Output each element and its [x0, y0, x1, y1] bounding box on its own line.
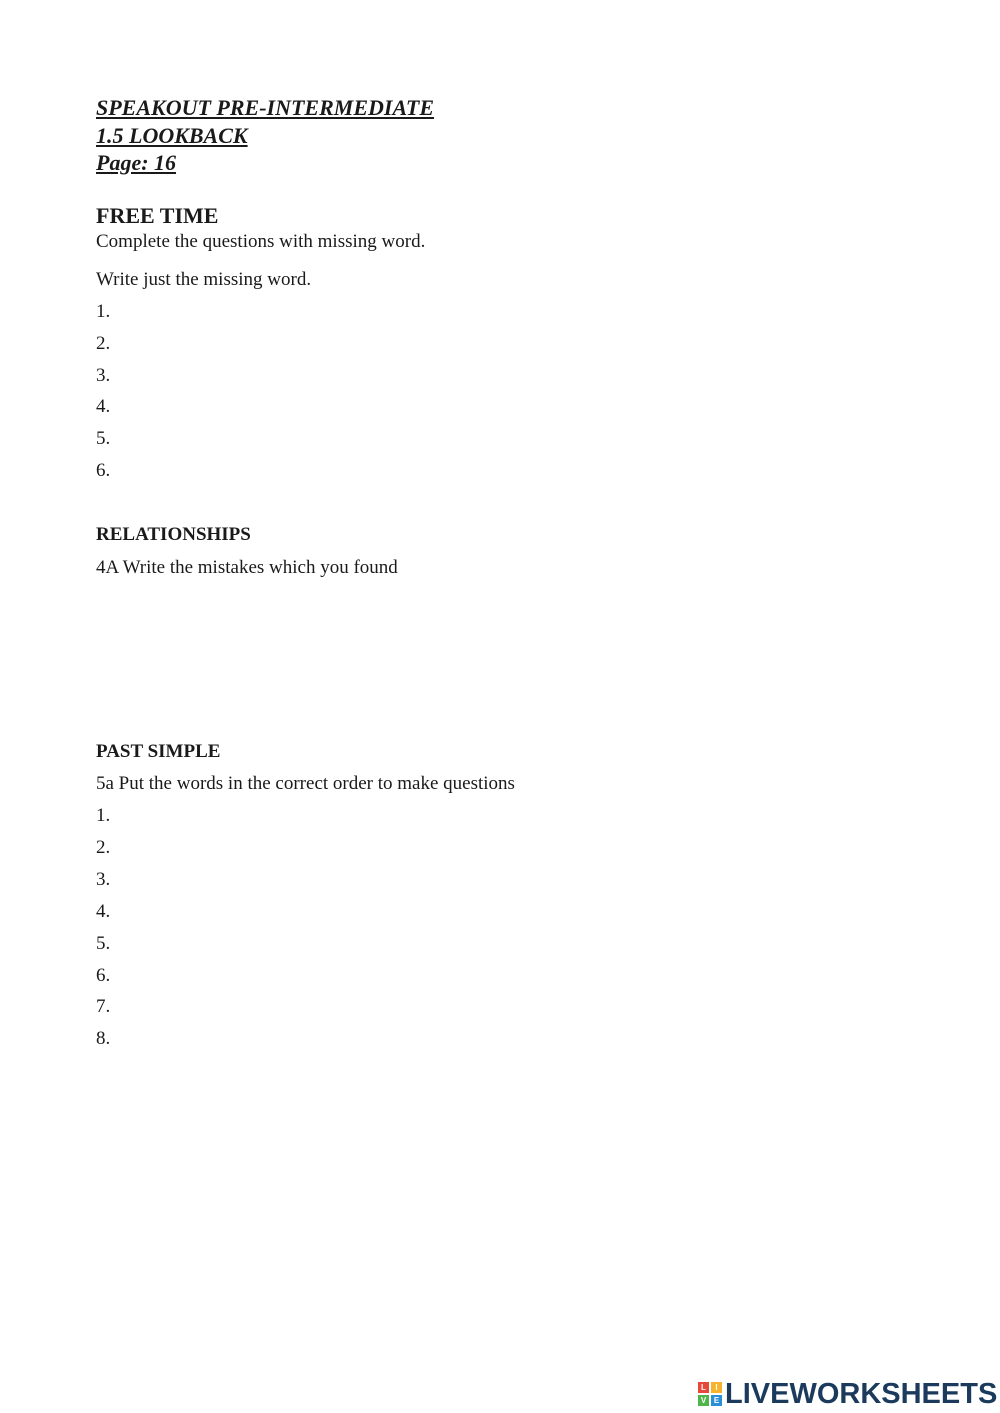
- worksheet-title: SPEAKOUT PRE-INTERMEDIATE: [96, 95, 435, 120]
- past-simple-instruction: 5a Put the words in the correct order to make questions: [96, 773, 515, 794]
- free-time-instruction-1: Complete the questions with missing word.: [96, 231, 426, 252]
- free-time-item-6: 6.: [96, 460, 111, 481]
- section-heading-past-simple: PAST SIMPLE: [96, 741, 221, 762]
- logo-mark-tile: E: [711, 1395, 722, 1406]
- relationships-instruction: 4A Write the mistakes which you found: [96, 557, 398, 578]
- past-simple-item-6: 6.: [96, 965, 111, 986]
- free-time-item-4: 4.: [96, 396, 111, 417]
- worksheet-page: Page: 16: [96, 150, 177, 175]
- past-simple-item-3: 3.: [96, 869, 111, 890]
- free-time-item-3: 3.: [96, 365, 111, 386]
- liveworksheets-logo-text: LIVEWORKSHEETS: [725, 1377, 998, 1410]
- liveworksheets-logo: [698, 1378, 997, 1410]
- liveworksheets-logo-icon: [698, 1382, 722, 1406]
- logo-mark-tile: L: [698, 1382, 709, 1393]
- logo-mark-tile: I: [711, 1382, 722, 1393]
- past-simple-item-5: 5.: [96, 933, 111, 954]
- section-heading-free-time: FREE TIME: [96, 203, 219, 228]
- section-heading-relationships: RELATIONSHIPS: [96, 524, 251, 545]
- past-simple-item-2: 2.: [96, 837, 111, 858]
- past-simple-item-4: 4.: [96, 901, 111, 922]
- past-simple-item-8: 8.: [96, 1028, 111, 1049]
- past-simple-item-1: 1.: [96, 805, 111, 826]
- free-time-item-2: 2.: [96, 333, 111, 354]
- logo-mark-tile: V: [698, 1395, 709, 1406]
- free-time-item-5: 5.: [96, 428, 111, 449]
- past-simple-item-7: 7.: [96, 996, 111, 1017]
- free-time-item-1: 1.: [96, 301, 111, 322]
- free-time-instruction-2: Write just the missing word.: [96, 269, 312, 290]
- worksheet-unit: 1.5 LOOKBACK: [96, 123, 248, 148]
